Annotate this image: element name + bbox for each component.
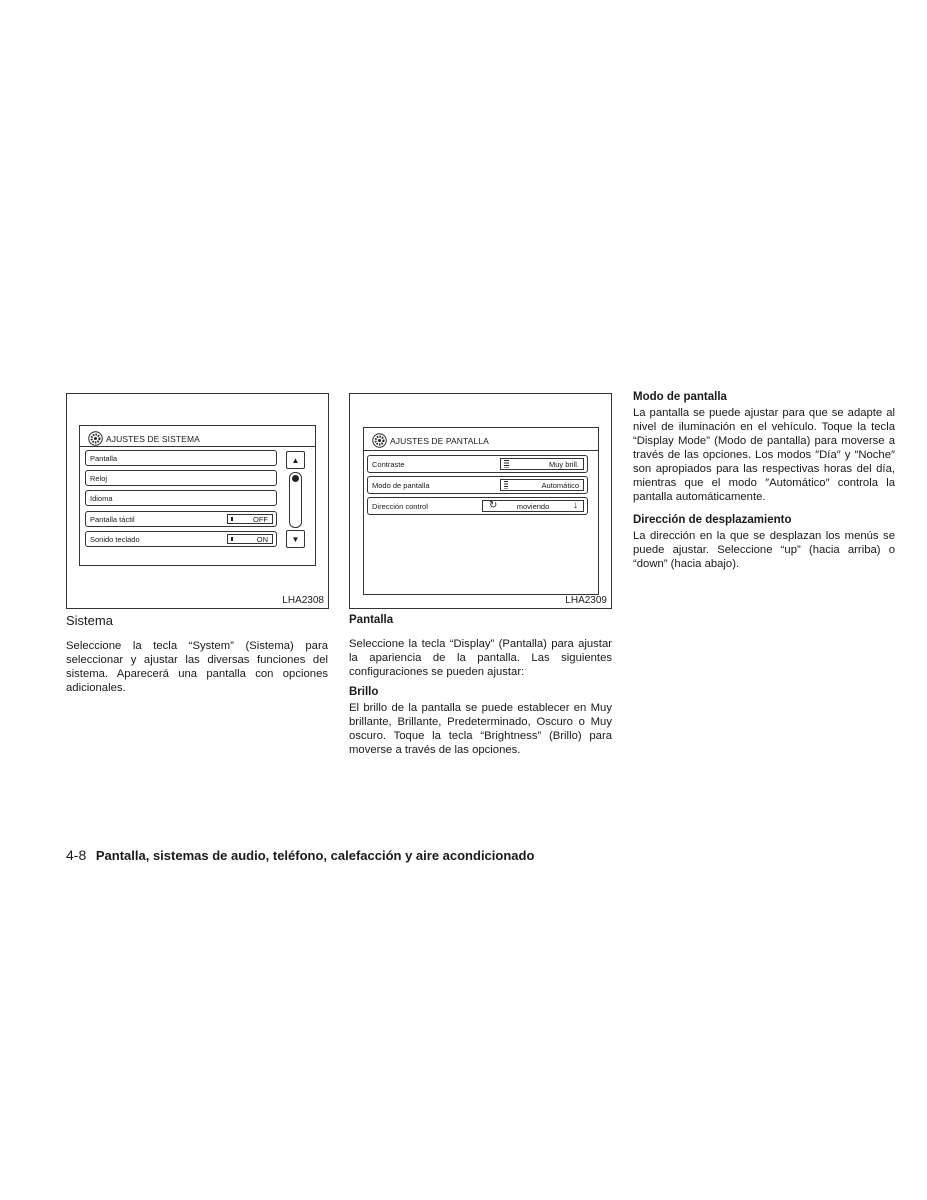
- scroll-direction-value-button[interactable]: ↻ moviendo ↓: [482, 500, 584, 512]
- arrow-down-icon: ↓: [573, 500, 578, 511]
- beep-toggle[interactable]: ON: [227, 534, 273, 544]
- setting-contraste[interactable]: Contraste Muy brill.: [367, 455, 588, 473]
- brightness-scale-icon: [504, 460, 509, 468]
- scroll-down-button[interactable]: [286, 530, 305, 548]
- subheading-modo-de-pantalla: Modo de pantalla: [633, 391, 727, 403]
- subsection-body-direccion-desplazamiento: La dirección en la que se desplazan los menús se puede ajustar. Seleccione “up” (hacia arriba) o “down” (hacia abajo).: [633, 530, 895, 570]
- scroll-up-button[interactable]: [286, 451, 305, 469]
- section-body-sistema: Seleccione la tecla “System” (Sistema) para seleccionar y ajustar las diversas funciones del sistema. Aparecerá una pantalla con opciones adicionales.: [66, 640, 328, 694]
- menu-item-pantalla-tactil[interactable]: Pantalla táctil OFF: [85, 511, 277, 527]
- screen-title: AJUSTES DE SISTEMA: [88, 431, 200, 446]
- touch-toggle[interactable]: OFF: [227, 514, 273, 524]
- menu-item-pantalla[interactable]: Pantalla: [85, 450, 277, 466]
- screen-title: AJUSTES DE PANTALLA: [372, 433, 489, 448]
- page-footer: [66, 847, 534, 863]
- setting-modo-de-pantalla[interactable]: Modo de pantalla Automático: [367, 476, 588, 494]
- scrollbar-thumb[interactable]: [292, 475, 299, 482]
- figure-code: LHA2308: [282, 595, 324, 606]
- setting-direccion-control[interactable]: Dirección control ↻ moviendo ↓: [367, 497, 588, 515]
- section-body-pantalla: Seleccione la tecla “Display” (Pantalla) para ajustar la apariencia de la pantalla. Las siguientes configuraciones se pueden ajustar:: [349, 638, 612, 678]
- toggle-indicator-icon: [231, 537, 233, 541]
- section-heading-pantalla: Pantalla: [349, 614, 394, 626]
- mode-scale-icon: [504, 481, 508, 489]
- refresh-icon: ↻: [489, 500, 498, 511]
- subsection-body-modo-de-pantalla: La pantalla se puede ajustar para que se adapte al nivel de iluminación en el vehículo. Toque la tecla “Display Mode” (Modo de pantalla) para moverse a través de las opciones. Los modos ″Día″ y ″Noche″ son apropiados para las respectivas horas del día, mientras que el modo ″Automático″ controla la pantalla automáticamente.: [633, 407, 895, 503]
- toggle-indicator-icon: [231, 517, 233, 521]
- system-settings-screen: [79, 425, 316, 566]
- display-settings-screen: [363, 427, 599, 595]
- display-mode-value-button[interactable]: Automático: [500, 479, 584, 491]
- figure-system-settings: [66, 393, 329, 609]
- figure-display-settings: [349, 393, 612, 609]
- menu-item-reloj[interactable]: Reloj: [85, 470, 277, 486]
- figure-code: LHA2309: [565, 595, 607, 606]
- menu-item-idioma[interactable]: Idioma: [85, 490, 277, 506]
- page-number: 4-8: [66, 847, 87, 863]
- subheading-direccion-desplazamiento: Dirección de desplazamiento: [633, 514, 792, 526]
- gear-icon: [88, 431, 103, 446]
- chapter-title: Pantalla, sistemas de audio, teléfono, calefacción y aire acondicionado: [95, 848, 535, 863]
- section-heading-sistema: Sistema: [66, 613, 113, 628]
- scrollbar-track[interactable]: [289, 472, 302, 528]
- arrow-down-icon: ▼: [291, 534, 300, 544]
- arrow-up-icon: ▲: [291, 455, 300, 465]
- subsection-body-brillo: El brillo de la pantalla se puede establecer en Muy brillante, Brillante, Predeterminado, Oscuro o Muy oscuro. Toque la tecla “Brightness” (Brillo) para moverse a través de las opciones.: [349, 702, 612, 756]
- brightness-value-button[interactable]: Muy brill.: [500, 458, 584, 470]
- menu-item-sonido-teclado[interactable]: Sonido teclado ON: [85, 531, 277, 547]
- subheading-brillo: Brillo: [349, 686, 379, 698]
- gear-icon: [372, 433, 387, 448]
